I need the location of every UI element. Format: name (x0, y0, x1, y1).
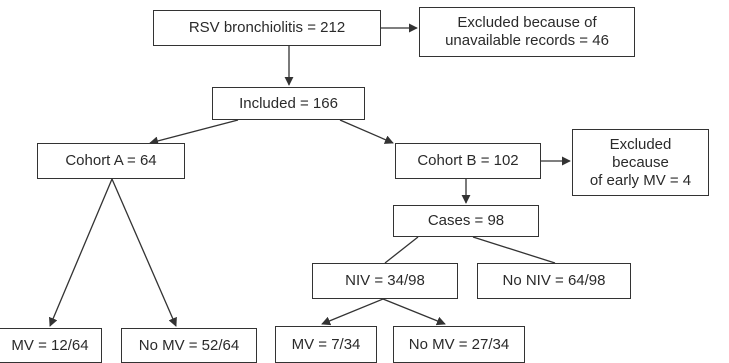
included-label: Included = 166 (239, 94, 338, 112)
cohort-a-mv-box (0, 328, 102, 363)
arrow-cohort-a-to-mv (50, 179, 112, 326)
cohort-a-no-mv-label: No MV = 52/64 (138, 336, 240, 354)
cohort-a-box (37, 143, 185, 179)
rsv-bronchiolitis-label: RSV bronchiolitis = 212 (188, 19, 346, 36)
no-niv-label: No NIV = 64/98 (502, 272, 606, 289)
cases-box (393, 205, 539, 237)
cohort-a-label: Cohort A = 64 (65, 152, 157, 169)
rsv-bronchiolitis-box (153, 10, 381, 46)
excluded-early-mv-line-1: Excluded (609, 135, 672, 153)
included-box (212, 87, 365, 120)
excluded-early-mv-line-3: of early MV = 4 (589, 171, 692, 189)
cohort-b-label: Cohort B = 102 (417, 152, 519, 169)
excluded-records-box (419, 7, 635, 57)
arrow-included-to-cohort-b (340, 120, 393, 143)
cases-label: Cases = 98 (427, 212, 505, 229)
niv-label: NIV = 34/98 (345, 272, 425, 289)
cohort-a-no-mv-box (121, 328, 257, 363)
excluded-early-mv-line-2: because (612, 153, 669, 171)
no-niv-box (477, 263, 631, 299)
arrow-niv-to-no-mv (383, 299, 445, 324)
cohort-b-box (395, 143, 541, 179)
arrow-niv-to-mv (322, 299, 383, 324)
niv-box (312, 263, 458, 299)
line-cases-to-niv (385, 237, 418, 263)
excluded-records-line-1: Excluded because of (457, 14, 597, 31)
niv-mv-box (275, 326, 377, 363)
arrow-cohort-a-to-no-mv (112, 179, 176, 326)
niv-no-mv-label: No MV = 27/34 (408, 335, 510, 353)
cohort-a-mv-label: MV = 12/64 (11, 336, 89, 354)
niv-mv-label: MV = 7/34 (291, 335, 361, 353)
excluded-early-mv-box (572, 129, 709, 196)
niv-no-mv-box (393, 326, 525, 363)
arrow-included-to-cohort-a (150, 120, 238, 143)
line-cases-to-no-niv (473, 237, 555, 263)
excluded-records-line-2: unavailable records = 46 (445, 32, 609, 49)
